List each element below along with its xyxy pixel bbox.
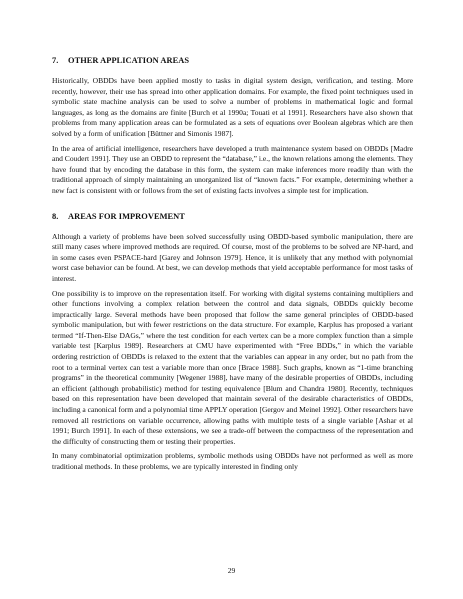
section-number: 7. — [52, 56, 59, 65]
paragraph: In the area of artificial intelligence, researchers have developed a truth maintenance system based on OBDDs [Madre and Coudert 1991]. They use an OBDD to represent the “database,” i.e., the known relations among the elements. They have found that by encoding the database in this form, the system can make inferences more readily than with the traditional approach of simply maintaining an unorganized list of “known facts.” For example, determining whether a new fact is consistent with or follows from the set of existing facts involves a simple test for implication. — [52, 143, 413, 195]
section-heading — [52, 212, 413, 221]
page-number: 29 — [227, 566, 236, 575]
section-title: AREAS FOR IMPROVEMENT — [68, 211, 185, 221]
paragraph: In many combinatorial optimization problems, symbolic methods using OBDDs have not performed as well as more traditional methods. In these problems, we are typically interested in finding only — [52, 451, 413, 471]
page-body — [52, 56, 413, 477]
paragraph: Although a variety of problems have been solved successfully using OBDD-based symbolic manipulation, there are still many cases where improved methods are required. Of course, most of the problems to be solved are NP-hard, and in some cases even PSPACE-hard [Garey and Johnson 1979]. Hence, it is unlikely that any method with polynomial worst case behavior can be found. At best, we can develop methods that yield acceptable performance for most tasks of interest. — [52, 231, 413, 283]
paragraph: Historically, OBDDs have been applied mostly to tasks in digital system design, verification, and testing. More recently, however, their use has spread into other application domains. For example, the fixed point techniques used in symbolic state machine analysis can be used to solve a number of problems in mathematical logic and formal languages, as long as the domains are finite [Burch et al 1990a; Touati et al 1991]. Researchers have also shown that problems from many application areas can be formulated as a sets of equations over Boolean algebras which are then solved by a form of unification [Büttner and Simonis 1987]. — [52, 76, 413, 138]
section-areas-for-improvement — [52, 212, 413, 473]
section-number: 8. — [52, 211, 59, 221]
section-heading — [52, 56, 413, 65]
paragraph: One possibility is to improve on the representation itself. For working with digital systems containing multipliers and other functions involving a complex relation between the control and data signals, OBDDs quickly become impractically large. Several methods have been proposed that follow the same general principles of OBDD-based symbolic manipulation, but with fewer restrictions on the data structure. For example, Karplus has proposed a variant termed “If-Then-Else DAGs,” where the test condition for each vertex can be a more complex function than a simple variable test [Karplus 1989]. Researchers at CMU have experimented with “Free BDDs,” in which the variable ordering restriction of OBDDs is relaxed to the extent that the variables can appear in any order, but no path from the root to a terminal vertex can test a variable more than once [Brace 1988]. Such graphs, known as “1-time branching programs” in the theoretical community [Wegener 1988], have many of the desirable properties of OBDDs, including an efficient (although probabilistic) method for testing equivalence [Blum and Chandra 1980]. Recently, techniques based on this representation have been developed that maintain several of the desirable characteristics of OBDDs, including a canonical form and a polynomial time APPLY operation [Gergov and Meinel 1992]. Other researchers have removed all restrictions on variable occurrence, allowing paths with multiple tests of a single variable [Ashar et al 1991; Burch 1991]. In each of these extensions, we see a trade-off between the compactness of the representation and the difficulty of constructing them or testing their properties. — [52, 288, 413, 446]
section-title: OTHER APPLICATION AREAS — [68, 56, 190, 65]
section-other-application-areas — [52, 56, 413, 197]
